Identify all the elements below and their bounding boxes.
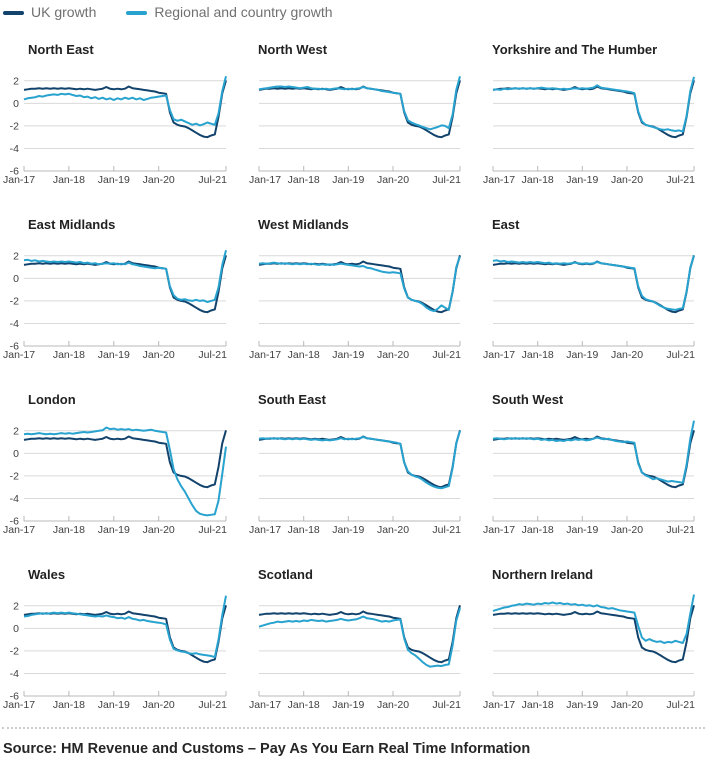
y-axis-tick-label: 2 (13, 600, 19, 613)
line-chart-east-midlands (2, 240, 227, 362)
x-axis-tick-label: Jan-17 (249, 524, 282, 536)
x-axis-tick-label: Jan-20 (610, 349, 644, 361)
x-axis-tick-label: Jan-17 (249, 699, 282, 711)
x-axis-tick-label: Jan-20 (376, 524, 410, 536)
x-axis-tick-label: Jan-19 (97, 699, 130, 711)
legend-label-regional: Regional and country growth (154, 4, 333, 20)
regional-growth-line (24, 596, 226, 657)
line-chart-northern-ireland (483, 590, 695, 712)
chart-panel (483, 391, 695, 537)
x-axis-tick-label: Jan-18 (287, 174, 320, 186)
regional-growth-line (259, 76, 460, 129)
panel-title: London (28, 392, 76, 407)
panel-title: South West (492, 392, 564, 407)
chart-panel (249, 566, 461, 712)
x-axis-tick-label: Jan-20 (142, 174, 175, 186)
chart-panel (2, 566, 227, 712)
chart-panel (2, 41, 227, 187)
x-axis-tick-label: Jul-21 (198, 699, 227, 711)
x-axis-tick-label: Jan-17 (483, 349, 516, 361)
y-axis-tick-label: -2 (9, 645, 19, 658)
x-axis-tick-label: Jul-21 (666, 699, 695, 711)
chart-legend (2, 2, 705, 21)
chart-panel (483, 566, 695, 712)
x-axis-tick-label: Jan-17 (3, 699, 36, 711)
line-chart-south-west (483, 415, 695, 537)
x-axis-tick-label: Jan-19 (97, 524, 130, 536)
line-chart-west-midlands (249, 240, 461, 362)
regional-growth-line (24, 428, 226, 516)
x-axis-tick-label: Jan-18 (52, 524, 85, 536)
x-axis-tick-label: Jan-18 (52, 349, 85, 361)
y-axis-tick-label: -6 (9, 165, 19, 178)
x-axis-tick-label: Jan-19 (332, 349, 365, 361)
y-axis-tick-label: -2 (9, 120, 19, 133)
x-axis-tick-label: Jan-17 (483, 699, 516, 711)
y-axis-tick-label: 0 (13, 97, 19, 110)
x-axis-tick-label: Jul-21 (432, 349, 461, 361)
source-note: Source: HM Revenue and Customs – Pay As You Earn Real Time Information (3, 741, 531, 757)
y-axis-tick-label: 2 (13, 250, 19, 263)
x-axis-tick-label: Jan-19 (566, 349, 599, 361)
x-axis-tick-label: Jan-19 (97, 349, 130, 361)
line-chart-scotland (249, 590, 461, 712)
regional-growth-line (24, 250, 226, 302)
x-axis-tick-label: Jan-17 (483, 174, 516, 186)
x-axis-tick-label: Jul-21 (198, 524, 227, 536)
x-axis-tick-label: Jan-19 (332, 174, 365, 186)
x-axis-tick-label: Jul-21 (432, 699, 461, 711)
x-axis-tick-label: Jan-17 (3, 174, 36, 186)
chart-panel (483, 216, 695, 362)
y-axis-tick-label: 0 (13, 272, 19, 285)
x-axis-tick-label: Jan-20 (142, 524, 175, 536)
legend-label-uk: UK growth (31, 4, 97, 20)
y-axis-tick-label: 0 (13, 447, 19, 460)
x-axis-tick-label: Jan-19 (566, 174, 599, 186)
panel-title: West Midlands (258, 217, 349, 232)
x-axis-tick-label: Jan-18 (287, 699, 320, 711)
x-axis-tick-label: Jan-20 (376, 349, 410, 361)
panel-title: North West (258, 42, 328, 57)
x-axis-tick-label: Jan-18 (52, 174, 85, 186)
y-axis-tick-label: -6 (9, 340, 19, 353)
line-chart-east (483, 240, 695, 362)
legend-item-uk (3, 4, 96, 21)
y-axis-tick-label: -4 (9, 143, 19, 155)
y-axis-tick-label: -2 (9, 295, 19, 308)
y-axis-tick-label: -2 (9, 470, 19, 483)
y-axis-tick-label: 0 (13, 622, 19, 635)
panel-title: North East (28, 42, 94, 57)
line-chart-south-east (249, 415, 461, 537)
x-axis-tick-label: Jan-18 (521, 524, 554, 536)
panel-title: Wales (28, 567, 66, 582)
uk-growth-line (493, 605, 694, 662)
x-axis-tick-label: Jul-21 (666, 524, 695, 536)
y-axis-tick-label: 2 (13, 75, 19, 88)
chart-panel (249, 41, 461, 187)
panel-title: Northern Ireland (492, 567, 594, 582)
line-chart-north-west (249, 65, 461, 187)
legend-item-regional (126, 4, 332, 21)
y-axis-tick-label: -4 (9, 318, 19, 330)
x-axis-tick-label: Jan-19 (566, 524, 599, 536)
x-axis-tick-label: Jan-20 (610, 524, 644, 536)
panel-title: East Midlands (28, 217, 116, 232)
x-axis-tick-label: Jan-17 (249, 174, 282, 186)
uk-growth-line (24, 430, 226, 487)
x-axis-tick-label: Jan-20 (610, 699, 644, 711)
uk-growth-line (259, 605, 460, 662)
x-axis-tick-label: Jan-17 (483, 524, 516, 536)
small-multiples-grid (2, 41, 705, 712)
x-axis-tick-label: Jan-20 (610, 174, 644, 186)
x-axis-tick-label: Jan-20 (142, 699, 175, 711)
regional-growth-line (493, 77, 694, 132)
line-chart-london (2, 415, 227, 537)
x-axis-tick-label: Jul-21 (666, 174, 695, 186)
y-axis-tick-label: 2 (13, 425, 19, 438)
panel-title: East (492, 217, 520, 232)
x-axis-tick-label: Jan-19 (332, 699, 365, 711)
x-axis-tick-label: Jan-19 (97, 174, 130, 186)
y-axis-tick-label: -4 (9, 668, 19, 680)
x-axis-tick-label: Jan-20 (376, 174, 410, 186)
y-axis-tick-label: -6 (9, 690, 19, 703)
chart-panel (483, 41, 695, 187)
panel-title: South East (258, 392, 326, 407)
x-axis-tick-label: Jan-18 (52, 699, 85, 711)
uk-line-swatch (3, 11, 24, 15)
x-axis-tick-label: Jan-18 (287, 349, 320, 361)
x-axis-tick-label: Jan-19 (566, 699, 599, 711)
y-axis-tick-label: -4 (9, 493, 19, 505)
chart-panel (2, 216, 227, 362)
x-axis-tick-label: Jan-18 (287, 524, 320, 536)
x-axis-tick-label: Jan-18 (521, 699, 554, 711)
regional-growth-line (493, 421, 694, 483)
x-axis-tick-label: Jan-20 (142, 349, 175, 361)
x-axis-tick-label: Jan-17 (249, 349, 282, 361)
line-chart-north-east (2, 65, 227, 187)
x-axis-tick-label: Jul-21 (432, 524, 461, 536)
uk-growth-line (24, 80, 226, 137)
y-axis-tick-label: -6 (9, 515, 19, 528)
regional-line-swatch (126, 11, 147, 15)
panel-title: Yorkshire and The Humber (492, 42, 658, 57)
chart-panel (2, 391, 227, 537)
x-axis-tick-label: Jan-18 (521, 174, 554, 186)
x-axis-tick-label: Jul-21 (198, 174, 227, 186)
panel-title: Scotland (258, 567, 313, 582)
x-axis-tick-label: Jul-21 (666, 349, 695, 361)
line-chart-yorkshire-and-the-humber (483, 65, 695, 187)
x-axis-tick-label: Jan-17 (3, 524, 36, 536)
chart-panel (249, 391, 461, 537)
x-axis-tick-label: Jul-21 (198, 349, 227, 361)
regional-growth-line (24, 76, 226, 125)
x-axis-tick-label: Jul-21 (432, 174, 461, 186)
x-axis-tick-label: Jan-17 (3, 349, 36, 361)
x-axis-tick-label: Jan-20 (376, 699, 410, 711)
x-axis-tick-label: Jan-19 (332, 524, 365, 536)
regional-growth-line (493, 595, 694, 643)
line-chart-wales (2, 590, 227, 712)
chart-panel (249, 216, 461, 362)
x-axis-tick-label: Jan-18 (521, 349, 554, 361)
